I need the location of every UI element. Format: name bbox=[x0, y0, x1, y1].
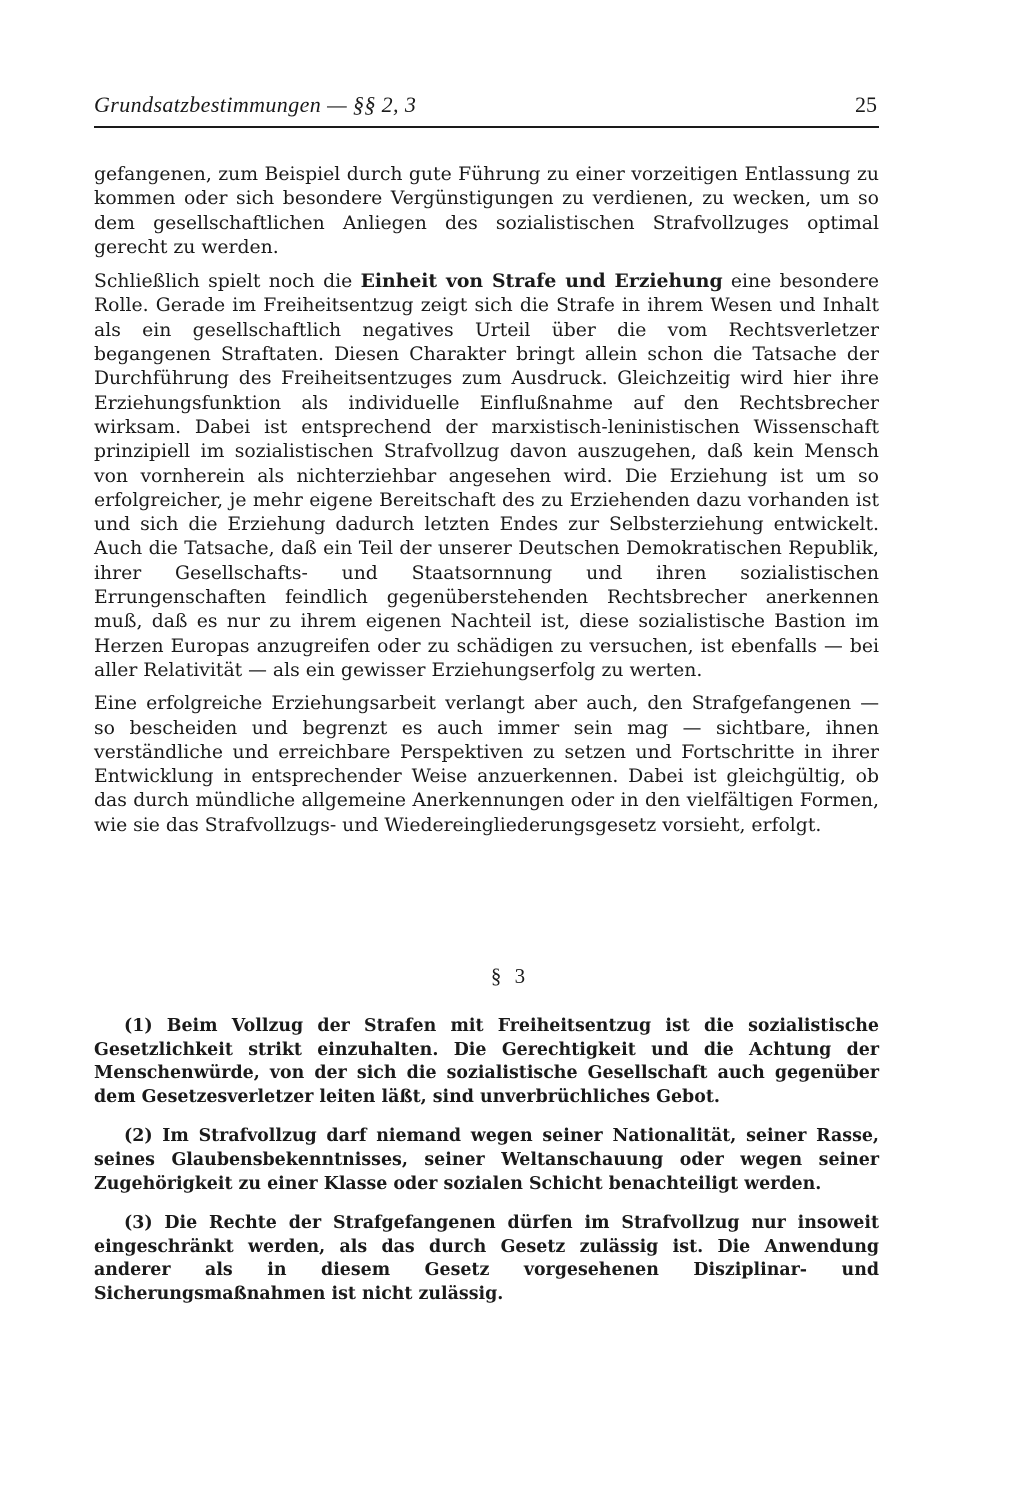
commentary-body bbox=[94, 163, 879, 847]
paragraph-3: Eine erfolgreiche Erziehungsarbeit verlangt aber auch, den Strafgefangenen — so bescheiden und begrenzt es auch immer sein mag — sichtbare, ihnen verständliche und erreichbare Perspektiven zu setzen und Fortschritte in ihrer Entwicklung in entsprechender Weise anzuerkennen. Dabei ist gleichgültig, ob das durch mündliche allgemeine Anerkennungen oder in den vielfältigen Formen, wie sie das Strafvollzugs- und Wiedereingliederungsgesetz vorsieht, erfolgt. bbox=[94, 693, 879, 836]
law-paragraph-2: (2) Im Strafvollzug darf niemand wegen seiner Nationalität, seiner Rasse, seines Glaubensbekenntnisses, seiner Weltanschauung oder wegen seiner Zugehörigkeit zu einer Klasse oder sozialen Schicht benachteiligt werden. bbox=[94, 1126, 879, 1194]
section-heading bbox=[0, 964, 1024, 989]
law-paragraph-1: (1) Beim Vollzug der Strafen mit Freiheitsentzug ist die sozialistische Gesetzlichkeit strikt einzuhalten. Die Gerechtigkeit und die Achtung der Menschenwürde, von der sich die sozialistische Gesellschaft auch gegenüber dem Gesetzesverletzer leiten läßt, sind unverbrüchliches Gebot. bbox=[94, 1016, 879, 1107]
page-number: 25 bbox=[855, 92, 877, 117]
header-title: Grundsatzbestimmungen — §§ 2, 3 bbox=[94, 92, 417, 117]
section-heading-text: § 3 bbox=[490, 964, 530, 988]
running-header bbox=[94, 88, 879, 122]
law-text bbox=[94, 1015, 879, 1323]
paragraph-2 bbox=[94, 269, 879, 683]
paragraph-2-lead: Schließlich spielt noch die bbox=[94, 271, 361, 293]
emphasis-term: Einheit von Strafe und Erziehung bbox=[360, 270, 723, 293]
paragraph-1: gefangenen, zum Beispiel durch gute Führung zu einer vorzeitigen Entlassung zu kommen oder sich besondere Vergünstigungen zu verdienen, zu wecken, um so dem gesellschaftlichen Anliegen des sozialistischen Strafvollzuges optimal gerecht zu werden. bbox=[94, 164, 879, 258]
law-paragraph-3: (3) Die Rechte der Strafgefangenen dürfen im Strafvollzug nur insoweit eingeschränkt werden, als das durch Gesetz zulässig ist. Die Anwendung anderer als in diesem Gesetz vorgesehenen Disziplinar- und Sicherungsmaßnahmen ist nicht zulässig. bbox=[94, 1213, 879, 1304]
header-rule bbox=[94, 126, 879, 128]
paragraph-2-rest: eine besondere Rolle. Gerade im Freiheitsentzug zeigt sich die Strafe in ihrem Wesen und Inhalt als ein gesellschaftlich negatives Urteil über die vom Rechtsverletzer begangenen Straftaten. Diesen Charakter bringt allein schon die Tatsache der Durchführung des Freiheitsentzuges zum Ausdruck. Gleichzeitig wird hier ihre Erziehungsfunktion als individuelle Einflußnahme auf den Rechtsbrecher wirksam. Dabei ist entsprechend der marxistisch-leninistischen Wissenschaft prinzipiell im sozialistischen Strafvollzug davon auszugehen, daß kein Mensch von vornherein als nichterziehbar angesehen wird. Die Erziehung ist um so erfolgreicher, je mehr eigene Bereitschaft des zu Erziehenden dazu vorhanden ist und sich die Erziehung dadurch letzten Endes zur Selbsterziehung entwickelt. Auch die Tatsache, daß ein Teil der unserer Deutschen Demokratischen Republik, ihrer Gesellschafts- und Staatsornnung und ihren sozialistischen Errungenschaften feindlich gegenüberstehenden Rechtsbrecher anerkennen muß, daß es nur zu ihrem eigenen Nachteil ist, diese sozialistische Bastion im Herzen Europas anzugreifen oder zu schädigen zu versuchen, ist ebenfalls — bei aller Relativität — als ein gewisser Erziehungserfolg zu werten. bbox=[94, 271, 879, 681]
